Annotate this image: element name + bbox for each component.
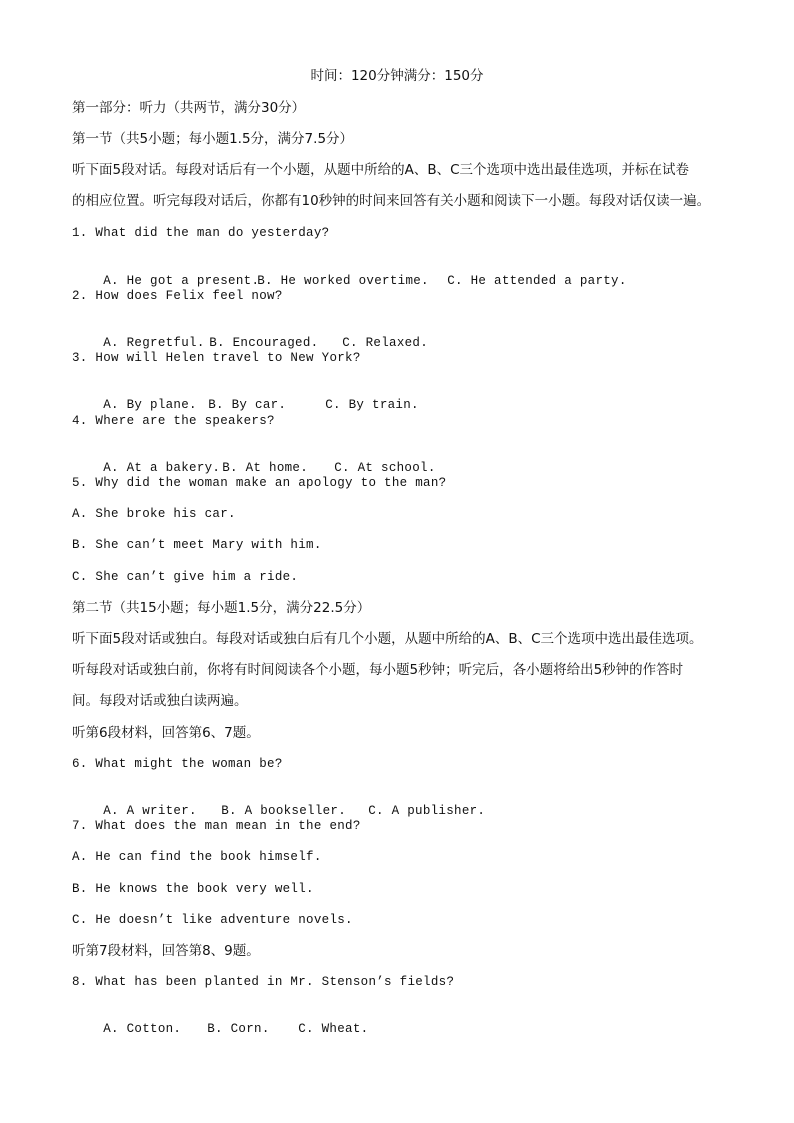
question-8-stem: 8. What has been planted in Mr. Stenson’s fields? <box>72 975 455 989</box>
question-2-option-b: B. Encouraged. <box>209 336 319 350</box>
question-7-stem: 7. What does the man mean in the end? <box>72 819 361 833</box>
question-4-option-c: C. At school. <box>334 461 436 475</box>
question-8-option-c: C. Wheat. <box>298 1022 369 1036</box>
section2-instructions-line2: 听每段对话或独白前，你将有时间阅读各个小题，每小题5秒钟；听完后，各小题将给出5秒钟的作答时 <box>72 662 684 678</box>
question-6-stem: 6. What might the woman be? <box>72 757 283 771</box>
exam-time-header: 时间：120分钟满分：150分 <box>310 68 484 84</box>
question-6-option-c: C. A publisher. <box>368 804 486 818</box>
section2-instructions-line3: 间。每段对话或独白读两遍。 <box>72 693 248 709</box>
question-4-stem: 4. Where are the speakers? <box>72 414 275 428</box>
material-7-heading: 听第7段材料，回答第8、9题。 <box>72 943 260 959</box>
question-8-option-b: B. Corn. <box>207 1022 270 1036</box>
section2-instructions-line1: 听下面5段对话或独白。每段对话或独白后有几个小题，从题中所给的A、B、C三个选项中选出最佳选项。 <box>72 631 703 647</box>
question-8-options <box>72 1005 368 1053</box>
question-1-stem: 1. What did the man do yesterday? <box>72 226 330 240</box>
question-4-option-b: B. At home. <box>222 461 309 475</box>
question-2-option-c: C. Relaxed. <box>342 336 429 350</box>
question-1-option-b: B. He worked overtime. <box>257 274 429 288</box>
question-7-option-c: C. He doesn’t like adventure novels. <box>72 913 353 927</box>
section1-title: 第一节（共5小题；每小题1.5分，满分7.5分） <box>72 131 354 147</box>
section2-title: 第二节（共15小题；每小题1.5分，满分22.5分） <box>72 600 371 616</box>
question-1-option-c: C. He attended a party. <box>447 274 627 288</box>
question-5-option-b: B. She can’t meet Mary with him. <box>72 538 322 552</box>
question-6-option-b: B. A bookseller. <box>221 804 347 818</box>
question-3-option-c: C. By train. <box>325 398 419 412</box>
question-8-option-a: A. Cotton. <box>103 1022 182 1036</box>
question-7-option-a: A. He can find the book himself. <box>72 850 322 864</box>
part1-title: 第一部分：听力（共两节，满分30分） <box>72 100 306 116</box>
question-6-option-a: A. A writer. <box>103 804 197 818</box>
section1-instructions-line1: 听下面5段对话。每段对话后有一个小题，从题中所给的A、B、C三个选项中选出最佳选项，并标在试卷 <box>72 162 690 178</box>
question-5-option-a: A. She broke his car. <box>72 507 236 521</box>
question-1-option-a: A. He got a present. <box>103 274 260 288</box>
question-5-option-c: C. She can’t give him a ride. <box>72 570 299 584</box>
material-6-heading: 听第6段材料，回答第6、7题。 <box>72 725 260 741</box>
question-5-stem: 5. Why did the woman make an apology to the man? <box>72 476 447 490</box>
question-3-option-b: B. By car. <box>208 398 287 412</box>
question-2-stem: 2. How does Felix feel now? <box>72 289 283 303</box>
question-3-option-a: A. By plane. <box>103 398 197 412</box>
question-4-option-a: A. At a bakery. <box>103 461 221 475</box>
section1-instructions-line2: 的相应位置。听完每段对话后，你都有10秒钟的时间来回答有关小题和阅读下一小题。每段对话仅读一遍。 <box>72 193 711 209</box>
question-2-option-a: A. Regretful. <box>103 336 205 350</box>
question-3-stem: 3. How will Helen travel to New York? <box>72 351 361 365</box>
question-7-option-b: B. He knows the book very well. <box>72 882 314 896</box>
